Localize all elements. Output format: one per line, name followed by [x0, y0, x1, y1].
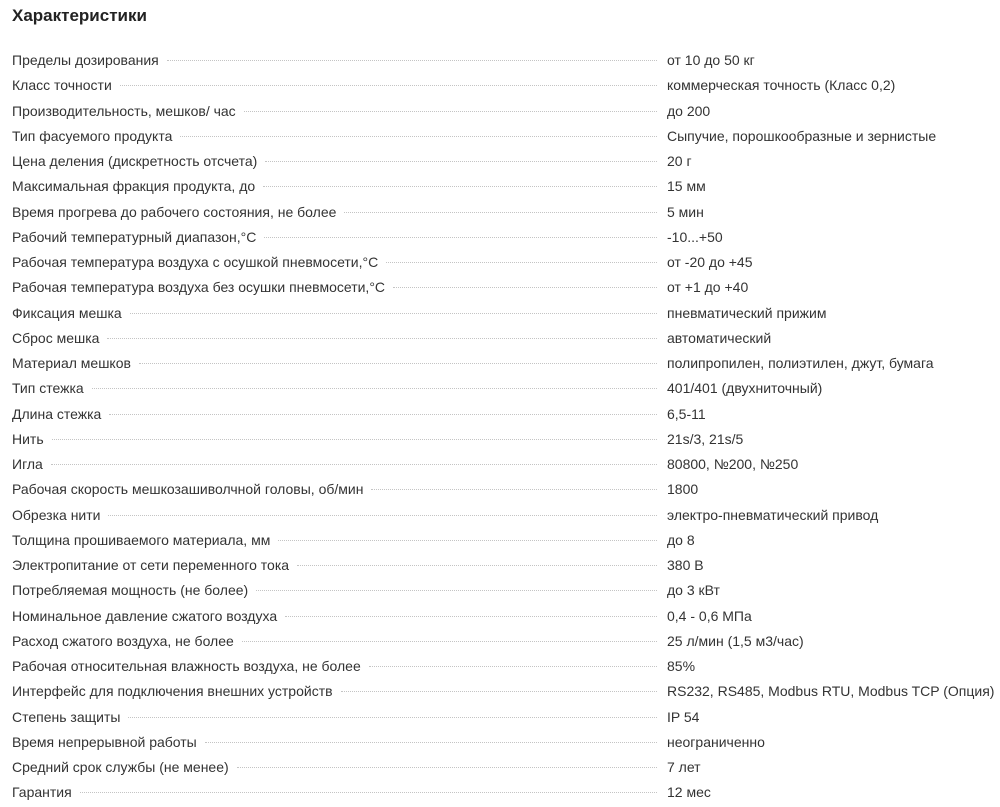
spec-row: [12, 73, 1000, 98]
spec-label-cell: [12, 174, 667, 199]
dotted-leader: [80, 791, 657, 793]
spec-label-cell: [12, 604, 667, 629]
spec-label-cell: [12, 124, 667, 149]
spec-label-cell: [12, 654, 667, 679]
spec-row: [12, 376, 1000, 401]
spec-value: 85%: [667, 658, 696, 674]
spec-label-cell: [12, 48, 667, 73]
spec-label-cell: [12, 301, 667, 326]
dotted-leader: [344, 211, 657, 213]
dotted-leader: [371, 488, 657, 490]
spec-value: IP 54: [667, 708, 700, 725]
spec-label-cell: [12, 528, 667, 553]
spec-label: Рабочая относительная влажность воздуха, не более: [12, 658, 361, 674]
spec-value: 380 В: [667, 557, 704, 573]
spec-row: [12, 780, 1000, 805]
spec-label: Класс точности: [12, 77, 112, 94]
spec-label: Нить: [12, 430, 44, 447]
specs-list: [12, 48, 1000, 806]
spec-label-cell: [12, 629, 667, 654]
spec-row: [12, 200, 1000, 225]
spec-label: Степень защиты: [12, 708, 121, 725]
spec-row: [12, 351, 1000, 376]
spec-label-cell: [12, 275, 667, 300]
spec-row: [12, 250, 1000, 275]
spec-label-cell: [12, 250, 667, 275]
spec-row: [12, 679, 1000, 704]
spec-row: [12, 149, 1000, 174]
spec-value: RS232, RS485, Modbus RTU, Modbus TCP (Опция): [667, 683, 995, 700]
spec-label: Расход сжатого воздуха, не более: [12, 632, 234, 649]
spec-label-cell: [12, 200, 667, 225]
spec-label-cell: [12, 99, 667, 124]
spec-value: коммерческая точность (Класс 0,2): [667, 77, 896, 94]
spec-label: Рабочий температурный диапазон,°С: [12, 228, 257, 245]
spec-value: 80800, №200, №250: [667, 456, 799, 472]
spec-label: Обрезка нити: [12, 506, 101, 523]
spec-label: Потребляемая мощность (не более): [12, 582, 249, 599]
spec-value: до 8: [667, 531, 695, 548]
spec-label-cell: [12, 780, 667, 805]
spec-row: [12, 528, 1000, 553]
spec-label: Рабочая скорость мешкозашиволчной головы, об/мин: [12, 481, 364, 498]
dotted-leader: [128, 716, 657, 718]
dotted-leader: [393, 286, 657, 288]
spec-row: [12, 705, 1000, 730]
spec-row: [12, 326, 1000, 351]
spec-value: 1800: [667, 481, 699, 498]
spec-label: Игла: [12, 456, 43, 472]
dotted-leader: [341, 690, 657, 692]
spec-label: Гарантия: [12, 784, 72, 801]
dotted-leader: [130, 312, 657, 314]
spec-value: полипропилен, полиэтилен, джут, бумага: [667, 355, 934, 371]
spec-label: Интерфейс для подключения внешних устройств: [12, 683, 333, 700]
specs-title: Характеристики: [12, 6, 147, 25]
dotted-leader: [120, 84, 657, 86]
spec-label: Номинальное давление сжатого воздуха: [12, 607, 278, 624]
spec-value: 6,5-11: [667, 405, 706, 422]
dotted-leader: [297, 564, 657, 566]
spec-label: Рабочая температура воздуха без осушки пневмосети,°С: [12, 279, 386, 296]
spec-label-cell: [12, 351, 667, 376]
spec-value: пневматический прижим: [667, 304, 827, 321]
spec-label: Толщина прошиваемого материала, мм: [12, 531, 271, 548]
spec-value: 21s/3, 21s/5: [667, 430, 744, 447]
dotted-leader: [52, 438, 657, 440]
spec-row: [12, 174, 1000, 199]
spec-row: [12, 275, 1000, 300]
spec-label-cell: [12, 402, 667, 427]
dotted-leader: [242, 640, 657, 642]
spec-label-cell: [12, 326, 667, 351]
spec-label: Тип фасуемого продукта: [12, 127, 173, 144]
spec-value: неограниченно: [667, 733, 765, 750]
spec-label-cell: [12, 477, 667, 502]
dotted-leader: [167, 59, 657, 61]
dotted-leader: [263, 185, 657, 187]
spec-row: [12, 503, 1000, 528]
spec-row: [12, 629, 1000, 654]
spec-value: Сыпучие, порошкообразные и зернистые: [667, 127, 937, 144]
dotted-leader: [51, 463, 657, 465]
spec-value: 12 мес: [667, 784, 711, 801]
dotted-leader: [109, 413, 657, 415]
spec-label: Тип стежка: [12, 380, 84, 397]
spec-value: 0,4 - 0,6 МПа: [667, 607, 752, 624]
dotted-leader: [265, 160, 657, 162]
dotted-leader: [107, 337, 657, 339]
spec-label: Пределы дозирования: [12, 52, 159, 68]
spec-row: [12, 452, 1000, 477]
spec-label: Сброс мешка: [12, 329, 100, 346]
spec-label: Время непрерывной работы: [12, 733, 197, 750]
spec-value: от 10 до 50 кг: [667, 52, 755, 68]
spec-label: Максимальная фракция продукта, до: [12, 178, 256, 195]
spec-label-cell: [12, 730, 667, 755]
dotted-leader: [264, 236, 657, 238]
spec-value: 7 лет: [667, 759, 701, 775]
spec-label-cell: [12, 755, 667, 780]
dotted-leader: [278, 539, 657, 541]
spec-label-cell: [12, 578, 667, 603]
dotted-leader: [369, 665, 657, 667]
spec-label-cell: [12, 427, 667, 452]
spec-label: Электропитание от сети переменного тока: [12, 557, 290, 573]
spec-label-cell: [12, 376, 667, 401]
spec-row: [12, 578, 1000, 603]
dotted-leader: [108, 514, 657, 516]
spec-label: Материал мешков: [12, 355, 131, 371]
spec-value: от -20 до +45: [667, 254, 753, 270]
spec-label: Цена деления (дискретность отсчета): [12, 153, 258, 169]
spec-row: [12, 124, 1000, 149]
spec-value: электро-пневматический привод: [667, 506, 879, 523]
spec-label-cell: [12, 73, 667, 98]
dotted-leader: [244, 110, 657, 112]
spec-value: до 200: [667, 102, 711, 119]
spec-label: Рабочая температура воздуха с осушкой пневмосети,°С: [12, 254, 379, 270]
spec-value: до 3 кВт: [667, 582, 720, 599]
spec-label-cell: [12, 553, 667, 578]
spec-value: автоматический: [667, 329, 772, 346]
spec-value: 25 л/мин (1,5 м3/час): [667, 632, 804, 649]
spec-value: от +1 до +40: [667, 279, 749, 296]
dotted-leader: [237, 766, 657, 768]
spec-label-cell: [12, 503, 667, 528]
spec-label: Длина стежка: [12, 405, 102, 422]
dotted-leader: [205, 741, 657, 743]
spec-row: [12, 427, 1000, 452]
spec-value: 20 г: [667, 153, 692, 169]
spec-row: [12, 553, 1000, 578]
spec-row: [12, 301, 1000, 326]
spec-label-cell: [12, 705, 667, 730]
spec-row: [12, 48, 1000, 73]
dotted-leader: [285, 615, 657, 617]
spec-row: [12, 477, 1000, 502]
spec-value: 15 мм: [667, 178, 706, 195]
spec-label: Средний срок службы (не менее): [12, 759, 229, 775]
spec-label: Производительность, мешков/ час: [12, 102, 236, 119]
spec-label: Время прогрева до рабочего состояния, не более: [12, 203, 337, 220]
dotted-leader: [180, 135, 657, 137]
spec-row: [12, 604, 1000, 629]
spec-row: [12, 730, 1000, 755]
spec-row: [12, 402, 1000, 427]
spec-label-cell: [12, 225, 667, 250]
dotted-leader: [139, 362, 657, 364]
dotted-leader: [92, 387, 657, 389]
spec-value: 401/401 (двухниточный): [667, 380, 823, 397]
spec-label-cell: [12, 452, 667, 477]
spec-row: [12, 755, 1000, 780]
spec-value: 5 мин: [667, 203, 704, 220]
spec-row: [12, 654, 1000, 679]
spec-label: Фиксация мешка: [12, 304, 122, 321]
spec-label-cell: [12, 149, 667, 174]
dotted-leader: [386, 261, 657, 263]
spec-row: [12, 225, 1000, 250]
spec-row: [12, 99, 1000, 124]
spec-label-cell: [12, 679, 667, 704]
spec-value: -10...+50: [667, 228, 723, 245]
dotted-leader: [256, 589, 657, 591]
